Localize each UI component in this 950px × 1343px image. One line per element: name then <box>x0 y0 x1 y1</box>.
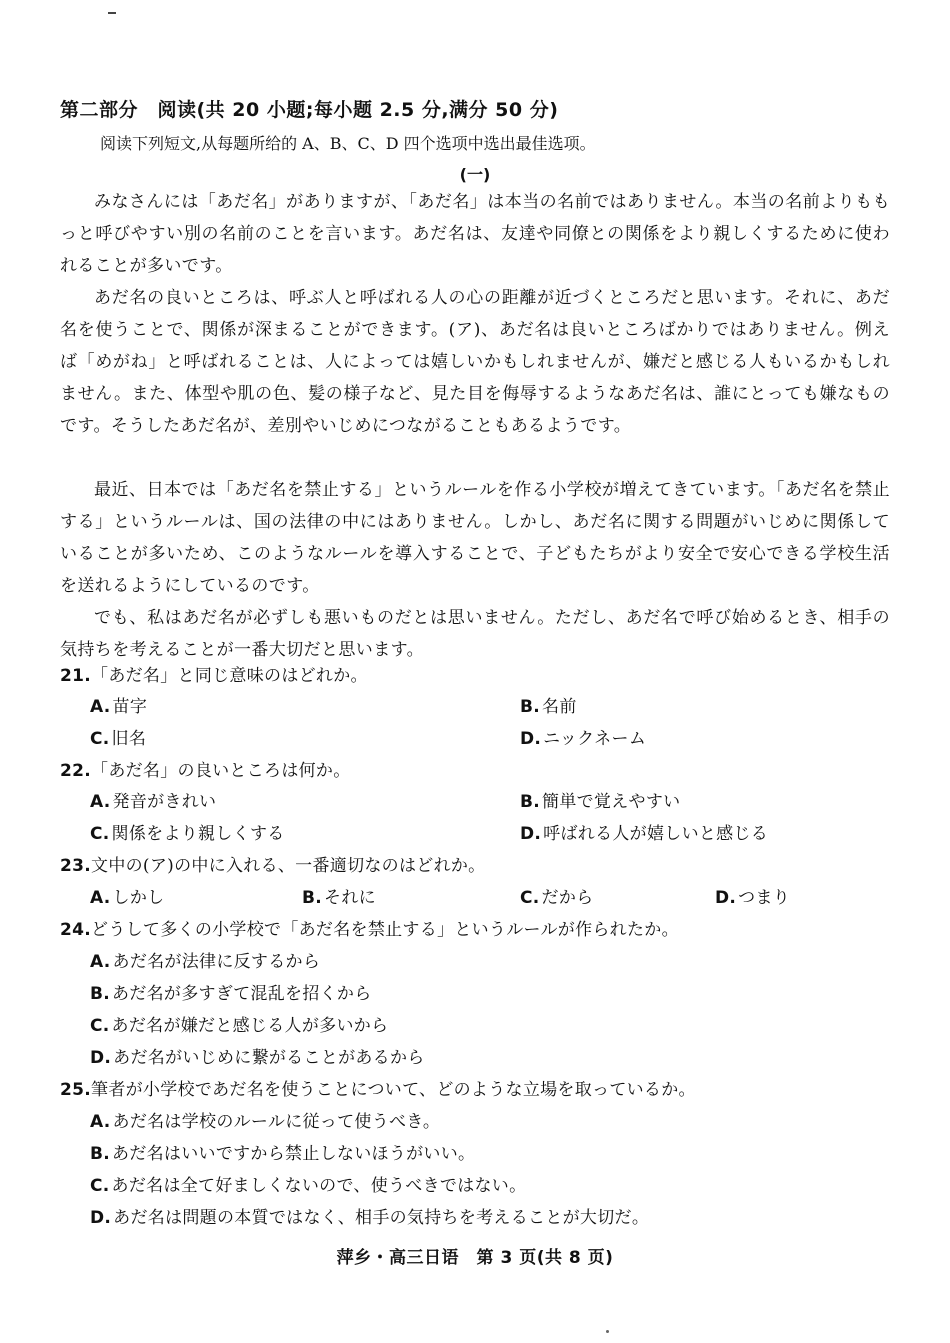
option-letter: C. <box>520 888 540 908</box>
option-22-a[interactable] <box>90 787 216 817</box>
option-letter: C. <box>90 729 110 749</box>
passage-paragraph-2: あだ名の良いところは、呼ぶ人と呼ばれる人の心の距離が近づくところだと思います。それに、あだ名を使うことで、関係が深まることができます。(ア)、あだ名は良いところばかりではありません。例えば「めがね」と呼ばれることは、人によっては嬉しいかもしれませんが、嫌だと感じる人もいるかもしれません。また、体型や肌の色、髪の様子など、見た目を侮辱するようなあだ名は、誰にとっても嫌なものです。そうしたあだ名が、差別やいじめにつながることもあるようです。 <box>60 288 890 436</box>
question-number: 22. <box>60 761 92 781</box>
scan-speck <box>606 1330 609 1333</box>
question-stem: 「あだ名」と同じ意味のはどれか。 <box>91 666 368 686</box>
option-letter: C. <box>90 824 110 844</box>
question-23 <box>60 851 485 881</box>
option-24-c[interactable] <box>90 1011 388 1041</box>
option-22-b[interactable] <box>520 787 680 817</box>
option-22-d[interactable] <box>520 819 768 849</box>
option-21-d[interactable] <box>520 724 646 754</box>
option-22-c[interactable] <box>90 819 285 849</box>
question-25 <box>60 1075 696 1105</box>
option-text: あだ名が法律に反するから <box>112 952 321 972</box>
option-text: つまり <box>738 888 791 908</box>
option-text: だから <box>541 888 594 908</box>
option-24-d[interactable] <box>90 1043 425 1073</box>
option-text: あだ名は全て好ましくないので、使うべきではない。 <box>111 1176 527 1196</box>
option-23-d[interactable] <box>715 883 790 913</box>
option-text: ニックネーム <box>543 729 647 749</box>
option-letter: B. <box>302 888 323 908</box>
option-letter: A. <box>90 792 111 812</box>
option-25-a[interactable] <box>90 1107 440 1137</box>
option-letter: B. <box>520 697 541 717</box>
option-text: あだ名は学校のルールに従って使うべき。 <box>112 1112 441 1132</box>
option-24-a[interactable] <box>90 947 320 977</box>
passage-paragraph-4: でも、私はあだ名が必ずしも悪いものだとは思いません。ただし、あだ名で呼び始めるとき、相手の気持ちを考えることが一番大切だと思います。 <box>60 608 890 660</box>
question-21 <box>60 661 368 691</box>
option-letter: B. <box>90 984 111 1004</box>
option-23-b[interactable] <box>302 883 376 913</box>
option-25-b[interactable] <box>90 1139 475 1169</box>
passage-paragraph-1: みなさんには「あだ名」がありますが、「あだ名」は本当の名前ではありません。本当の名前よりももっと呼びやすい別の名前のことを言います。あだ名は、友達や同僚との関係をより親しくするために使われることが多いです。 <box>60 192 890 276</box>
instruction: 阅读下列短文,从每题所给的 A、B、C、D 四个选项中选出最佳选项。 <box>100 134 596 153</box>
option-21-b[interactable] <box>520 692 577 722</box>
question-stem: 文中の(ア)の中に入れる、一番適切なのはどれか。 <box>91 856 486 876</box>
option-letter: B. <box>90 1144 111 1164</box>
option-text: あだ名がいじめに繋がることがあるから <box>113 1048 425 1068</box>
option-text: 発音がきれい <box>112 792 217 812</box>
option-letter: A. <box>90 888 111 908</box>
option-letter: A. <box>90 952 111 972</box>
page-footer: 萍乡・高三日语 第 3 页(共 8 页) <box>336 1248 614 1268</box>
question-24 <box>60 915 679 945</box>
option-text: あだ名が嫌だと感じる人が多いから <box>111 1016 389 1036</box>
option-24-b[interactable] <box>90 979 372 1009</box>
option-text: あだ名が多すぎて混乱を招くから <box>112 984 372 1004</box>
option-21-a[interactable] <box>90 692 147 722</box>
option-letter: C. <box>90 1176 110 1196</box>
passage-number: (一) <box>459 165 491 184</box>
option-text: それに <box>324 888 376 908</box>
question-stem: 筆者が小学校であだ名を使うことについて、どのような立場を取っているか。 <box>91 1080 696 1100</box>
option-21-c[interactable] <box>90 724 146 754</box>
section-title: 第二部分 阅读(共 20 小题;每小题 2.5 分,满分 50 分) <box>60 99 559 121</box>
option-letter: A. <box>90 697 111 717</box>
question-number: 23. <box>60 856 92 876</box>
option-25-d[interactable] <box>90 1203 649 1233</box>
option-letter: D. <box>520 824 542 844</box>
option-text: あだ名はいいですから禁止しないほうがいい。 <box>112 1144 476 1164</box>
option-letter: D. <box>715 888 737 908</box>
scan-mark <box>108 12 116 14</box>
option-letter: C. <box>90 1016 110 1036</box>
option-text: 簡単で覚えやすい <box>542 792 681 812</box>
option-text: 呼ばれる人が嬉しいと感じる <box>543 824 769 844</box>
question-number: 24. <box>60 920 92 940</box>
option-letter: A. <box>90 1112 111 1132</box>
option-text: 旧名 <box>111 729 147 749</box>
question-stem: 「あだ名」の良いところは何か。 <box>91 761 351 781</box>
passage-paragraph-3: 最近、日本では「あだ名を禁止する」というルールを作る小学校が増えてきています。「あだ名を禁止する」というルールは、国の法律の中にはありません。しかし、あだ名に関する問題がいじめに関係していることが多いため、このようなルールを導入することで、子どもたちがより安全で安心できる学校生活を送れるようにしているのです。 <box>60 480 890 596</box>
option-letter: D. <box>90 1048 112 1068</box>
option-23-c[interactable] <box>520 883 593 913</box>
option-letter: D. <box>90 1208 112 1228</box>
question-number: 21. <box>60 666 92 686</box>
option-text: 名前 <box>542 697 577 717</box>
option-25-c[interactable] <box>90 1171 526 1201</box>
option-23-a[interactable] <box>90 883 164 913</box>
option-text: 苗字 <box>112 697 148 717</box>
option-text: 関係をより親しくする <box>111 824 285 844</box>
option-letter: D. <box>520 729 542 749</box>
question-22 <box>60 756 351 786</box>
question-stem: どうして多くの小学校で「あだ名を禁止する」というルールが作られたか。 <box>91 920 679 940</box>
option-text: あだ名は問題の本質ではなく、相手の気持ちを考えることが大切だ。 <box>113 1208 650 1228</box>
question-number: 25. <box>60 1080 92 1100</box>
option-text: しかし <box>112 888 165 908</box>
option-letter: B. <box>520 792 541 812</box>
